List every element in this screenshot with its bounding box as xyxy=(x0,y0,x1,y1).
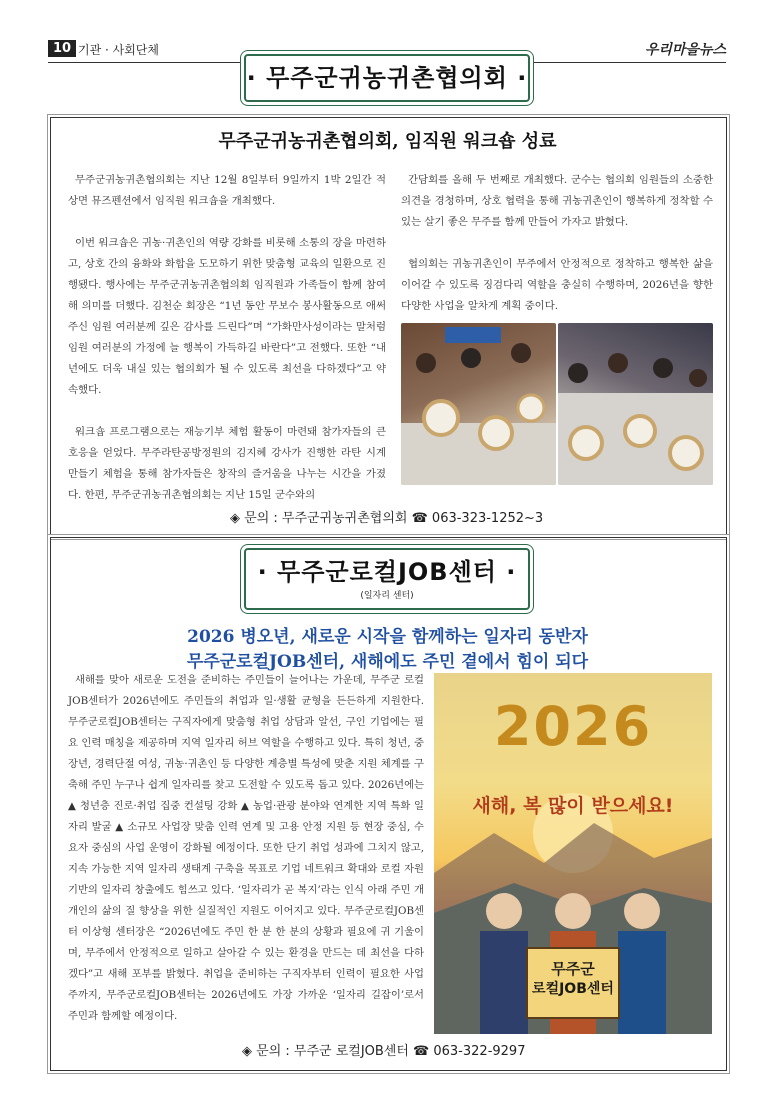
sign-line-2: 로컬JOB센터 xyxy=(532,981,614,997)
workshop-photo-2 xyxy=(558,323,713,485)
article-headline: 무주군귀농귀촌협의회, 임직원 워크숍 성료 xyxy=(218,131,557,152)
poster-greeting: 새해, 복 많이 받으세요! xyxy=(472,795,674,817)
section-banner-farming xyxy=(244,54,530,102)
banner-title: · 무주군귀농귀촌협의회 · xyxy=(246,64,528,92)
section-banner-job-center xyxy=(244,548,530,610)
contact-info-farming: ◈ 문의 : 무주군귀농귀촌협의회 ☎ 063-323-1252~3 xyxy=(230,511,544,526)
sign-line-1: 무주군 xyxy=(551,960,595,978)
article-headline-2: 무주군로컬JOB센터, 새해에도 주민 곁에서 힘이 되다 xyxy=(186,652,589,672)
new-year-poster xyxy=(434,673,712,1034)
poster-sign xyxy=(526,947,620,1019)
article-column-left xyxy=(68,170,386,527)
paper-logo: 우리마을뉴스 xyxy=(644,42,726,58)
paragraph: 무주군귀농귀촌협의회는 지난 12월 8일부터 9일까지 1박 2일간 적상면 뮤즈펜션에서 임직원 워크숍을 개최했다. xyxy=(68,174,386,207)
article-headline-1: 2026 병오년, 새로운 시작을 함께하는 일자리 동반자 xyxy=(187,627,588,647)
banner-subtitle: (일자리 센터) xyxy=(360,591,414,601)
page-number: 10 xyxy=(48,40,76,57)
contact-info-job-center: ◈ 문의 : 무주군 로컬JOB센터 ☎ 063-322-9297 xyxy=(242,1044,526,1059)
paragraph: 협의회는 귀농귀촌인이 무주에서 안정적으로 정착하고 행복한 삶을 이어갈 수 있도록 징검다리 역할을 충실히 수행하며, 2026년을 향한 다양한 사업을 알차게 계획 중이다. xyxy=(401,258,713,312)
section-label: 기관 · 사회단체 xyxy=(78,43,159,57)
paragraph: 이번 워크숍은 귀농·귀촌인의 역량 강화를 비롯해 소통의 장을 마련하고, 상호 간의 융화와 화합을 도모하기 위한 맞춤형 교육의 일환으로 진행됐다. 행사에는 무주군귀농귀촌협의회 임직원과 가족들이 함께 참여해 의미를 더했다. 김천순 회장은 “1년 동안 무보수 봉사활동으로 애써주신 임원 여러분께 깊은 감사를 드린다”며 “가화만사성이라는 말처럼 임원 여러분의 가정에 늘 행복이 가득하길 바란다”고 전했다. 또한 “내년에도 더욱 내실 있는 협의회가 될 수 있도록 최선을 다하겠다”고 약속했다. xyxy=(68,237,386,396)
paragraph: 워크숍 프로그램으로는 재능기부 체험 활동이 마련돼 참가자들의 큰 호응을 얻었다. 무주라탄공방정원의 김지혜 강사가 진행한 라탄 시계 만들기 체험을 통해 참가자들은 창작의 즐거움을 나누는 시간을 가졌다. 한편, 무주군귀농귀촌협의회는 지난 15일 군수와의 xyxy=(68,426,386,501)
banner-title: · 무주군로컬JOB센터 · xyxy=(257,558,517,586)
article-body xyxy=(68,670,424,1048)
article-column-right xyxy=(401,170,713,338)
paragraph: 간담회를 올해 두 번째로 개최했다. 군수는 협의회 임원들의 소중한 의견을 경청하며, 상호 협력을 통해 귀농귀촌인이 행복하게 정착할 수 있는 살기 좋은 무주를 함께 만들어 가자고 밝혔다. xyxy=(401,174,713,228)
workshop-photo-1 xyxy=(401,323,556,485)
paragraph: 새해를 맞아 새로운 도전을 준비하는 주민들이 늘어나는 가운데, 무주군 로컬JOB센터가 2026년에도 주민들의 취업과 일·생활 균형을 든든하게 지원한다. 무주군로컬JOB센터는 구직자에게 맞춤형 취업 상담과 알선, 구인 기업에는 필요 인력 매칭을 제공하며 지역 일자리 허브 역할을 수행하고 있다. 특히 청년, 중장년, 경력단절 여성, 귀농·귀촌인 등 다양한 계층별 특성에 맞춘 지원 체계를 구축해 주민 누구나 쉽게 일자리를 찾고 도전할 수 있도록 돕고 있다. 2026년에는 ▲ 청년층 진로·취업 집중 컨설팅 강화 ▲ 농업·관광 분야와 연계한 지역 특화 일자리 발굴 ▲ 소규모 사업장 맞춤 인력 연계 및 고용 안정 지원 등 현장 중심, 수요자 중심의 사업 운영이 강화될 예정이다. 또한 단기 취업 성과에 그치지 않고, 지속 가능한 지역 일자리 생태계 구축을 목표로 기업 네트워크 확대와 로컬 자원 기반의 일자리 창출에도 힘쓰고 있다. ‘일자리가 곧 복지’라는 인식 아래 주민 개개인의 삶의 질 향상을 위한 실질적인 지원도 이어지고 있다. 무주군로컬JOB센터 이상형 센터장은 “2026년에도 주민 한 분 한 분의 상황과 필요에 귀 기울이며, 무주에서 안정적으로 일하고 살아갈 수 있는 환경을 만드는 데 최선을 다하겠다”고 새해 포부를 밝혔다. 취업을 준비하는 구직자부터 인력이 필요한 사업주까지, 무주군로컬JOB센터는 2026년에도 가장 가까운 ‘일자리 길잡이’로서 주민과 함께할 예정이다. xyxy=(68,674,424,1022)
poster-year: 2026 xyxy=(493,695,653,758)
